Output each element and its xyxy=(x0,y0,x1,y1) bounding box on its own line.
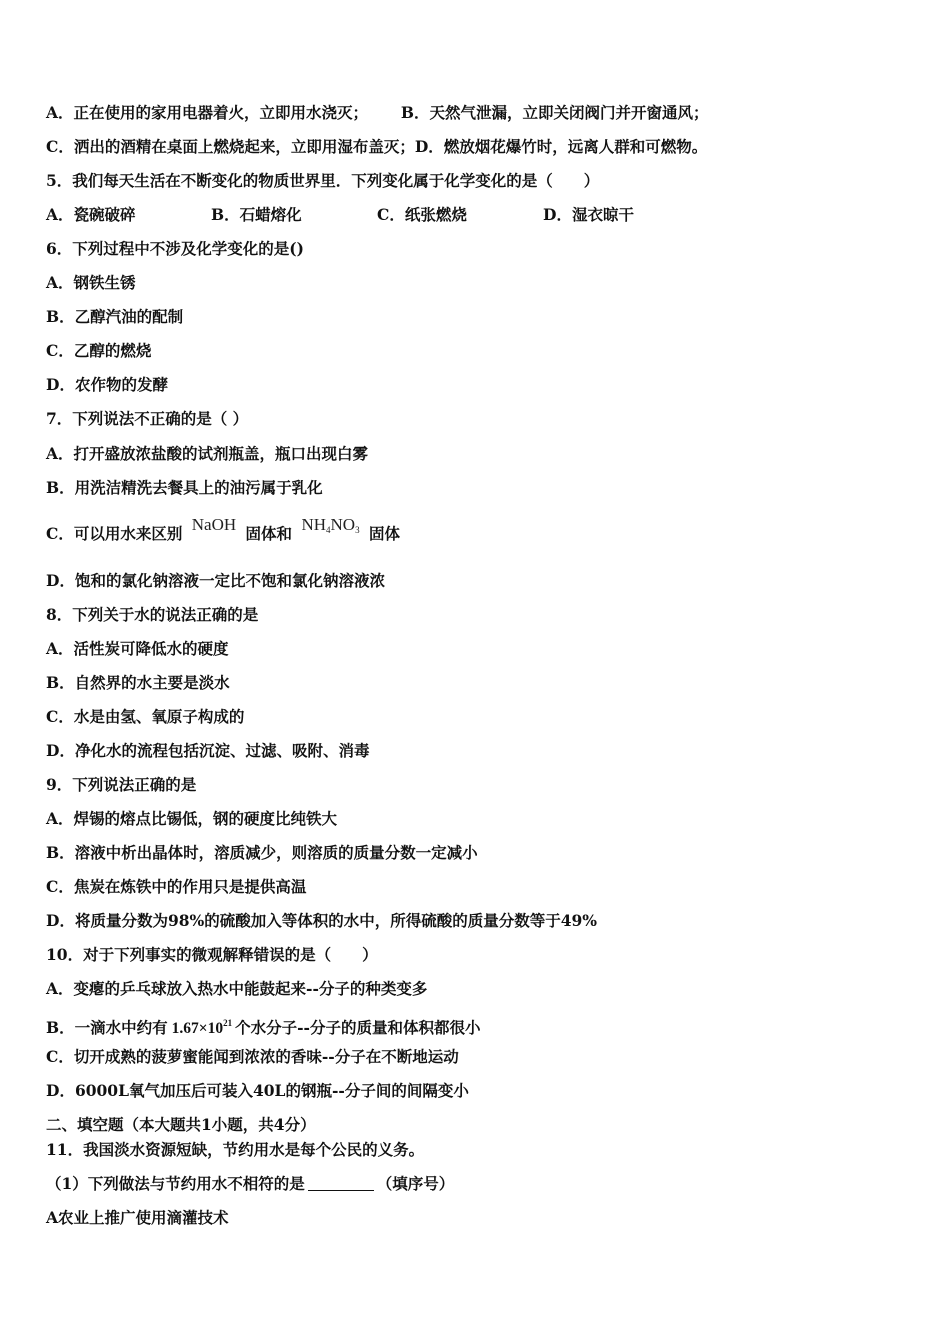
q8-option-b: B．自然界的水主要是淡水 xyxy=(46,673,230,692)
q7-option-a: A．打开盛放浓盐酸的试剂瓶盖，瓶口出现白雾 xyxy=(46,444,369,463)
q9-option-a: A．焊锡的熔点比锡低，钢的硬度比纯铁大 xyxy=(46,809,338,828)
q9-option-c: C．焦炭在炼铁中的作用只是提供高温 xyxy=(46,877,307,896)
question-5: 5．我们每天生活在不断变化的物质世界里．下列变化属于化学变化的是（ ） xyxy=(46,171,600,190)
option-b-text: B．天然气泄漏，立即关闭阀门并开窗通风； xyxy=(400,103,709,122)
q5-option-c: C．纸张燃烧 xyxy=(377,205,467,224)
q11-part-1 xyxy=(46,1174,454,1194)
q11-option-a: A农业上推广使用滴灌技术 xyxy=(46,1208,229,1227)
q6-option-a: A．钢铁生锈 xyxy=(46,273,136,292)
question-9: 9．下列说法正确的是 xyxy=(46,775,197,794)
q7-option-c xyxy=(46,515,401,549)
q11-1-prefix: （1）下列做法与节约用水不相符的是 xyxy=(46,1174,305,1193)
option-line-fire-safety-ab xyxy=(46,103,708,123)
q10-option-c: C．切开成熟的菠萝蜜能闻到浓浓的香味--分子在不断地运动 xyxy=(46,1047,459,1066)
q10-option-a: A．变瘪的乒乓球放入热水中能鼓起来--分子的种类变多 xyxy=(46,979,428,998)
q10-option-b xyxy=(46,1013,480,1039)
q10b-prefix: B．一滴水中约有 xyxy=(46,1018,168,1037)
section-2-heading: 二、填空题（本大题共1小题，共4分） xyxy=(46,1115,316,1134)
q9-option-d: D．将质量分数为98%的硫酸加入等体积的水中，所得硫酸的质量分数等于49% xyxy=(46,911,598,930)
answer-blank[interactable] xyxy=(308,1176,374,1191)
q8-option-d: D．净化水的流程包括沉淀、过滤、吸附、消毒 xyxy=(46,741,370,760)
question-7: 7．下列说法不正确的是（ ） xyxy=(46,409,249,428)
q7-option-d: D．饱和的氯化钠溶液一定比不饱和氯化钠溶液浓 xyxy=(46,571,385,590)
question-8: 8．下列关于水的说法正确的是 xyxy=(46,605,259,624)
question-10: 10．对于下列事实的微观解释错误的是（ ） xyxy=(46,945,378,964)
q5-option-b: B．石蜡熔化 xyxy=(211,205,302,224)
option-line-fire-safety-cd: C．洒出的酒精在桌面上燃烧起来，立即用湿布盖灭；D．燃放烟花爆竹时，远离人群和可燃物。 xyxy=(46,137,708,156)
q8-option-c: C．水是由氢、氧原子构成的 xyxy=(46,707,245,726)
q6-option-c: C．乙醇的燃烧 xyxy=(46,341,152,360)
q7c-suffix: 固体 xyxy=(369,524,401,543)
q6-option-d: D．农作物的发酵 xyxy=(46,375,168,394)
q10b-exponent: 21 xyxy=(223,1018,233,1028)
q5-option-a: A．瓷碗破碎 xyxy=(46,205,136,224)
q7-option-b: B．用洗洁精洗去餐具上的油污属于乳化 xyxy=(46,478,323,497)
q7c-middle: 固体和 xyxy=(245,524,293,543)
q10-option-d: D．6000L氧气加压后可装入40L的钢瓶--分子间的间隔变小 xyxy=(46,1081,469,1100)
question-6: 6．下列过程中不涉及化学变化的是() xyxy=(46,239,304,258)
q7c-prefix: C．可以用水来区别 xyxy=(46,524,183,543)
question-5-options xyxy=(46,205,634,225)
q6-option-b: B．乙醇汽油的配制 xyxy=(46,307,184,326)
formula-naoh: NaOH xyxy=(191,515,237,534)
q11-1-suffix: （填序号） xyxy=(376,1174,455,1193)
q10b-number: 1.67×10 xyxy=(171,1020,224,1037)
formula-nh4no3: $NH_4NO_3$ xyxy=(301,515,360,535)
q9-option-b: B．溶液中析出晶体时，溶质减少，则溶质的质量分数一定减小 xyxy=(46,843,478,862)
q8-option-a: A．活性炭可降低水的硬度 xyxy=(46,639,229,658)
option-a-text: A．正在使用的家用电器着火，立即用水浇灭； xyxy=(46,103,369,122)
q5-option-d: D．湿衣晾干 xyxy=(543,205,634,224)
question-11: 11．我国淡水资源短缺，节约用水是每个公民的义务。 xyxy=(46,1140,425,1159)
q10b-suffix: 个水分子--分子的质量和体积都很小 xyxy=(235,1018,481,1037)
